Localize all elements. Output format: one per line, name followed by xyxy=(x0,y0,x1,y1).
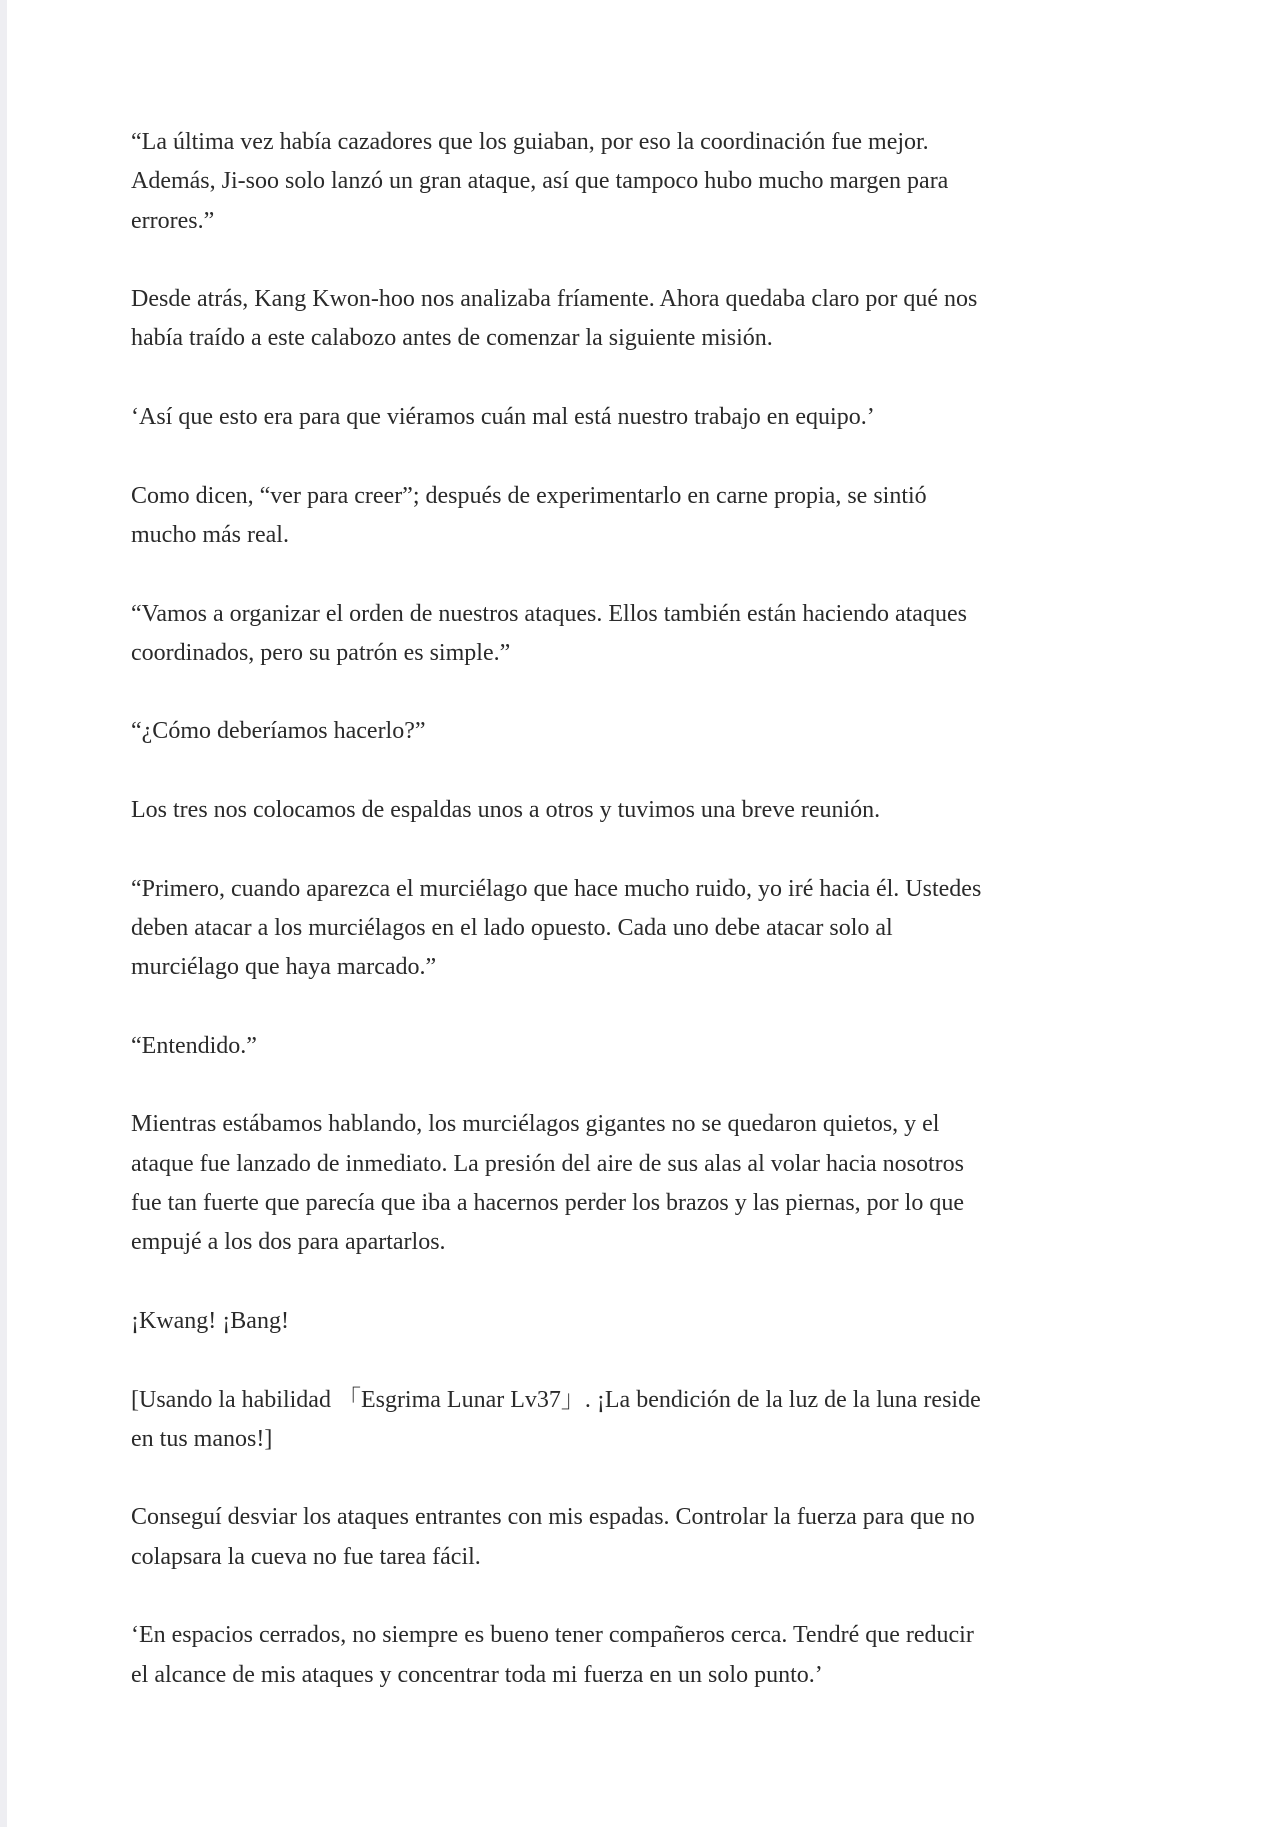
text-line: errores.” xyxy=(131,207,215,234)
text-line: ‘En espacios cerrados, no siempre es bueno tener compañeros cerca. Tendré que reducir xyxy=(131,1622,974,1649)
paragraph xyxy=(131,1616,1251,1695)
text-line: empujé a los dos para apartarlos. xyxy=(131,1229,446,1256)
text-line: Desde atrás, Kang Kwon-hoo nos analizaba fríamente. Ahora quedaba claro por qué nos xyxy=(131,286,978,313)
text-line: ‘Así que esto era para que viéramos cuán mal está nuestro trabajo en equipo.’ xyxy=(131,404,875,431)
paragraph xyxy=(131,1381,1251,1460)
text-line: fue tan fuerte que parecía que iba a hacernos perder los brazos y las piernas, por lo que xyxy=(131,1190,964,1217)
paragraph xyxy=(131,1027,1251,1066)
text-line: Como dicen, “ver para creer”; después de experimentarlo en carne propia, se sintió xyxy=(131,482,927,509)
paragraph xyxy=(131,712,1251,751)
text-line: “Entendido.” xyxy=(131,1032,257,1059)
text-line: Conseguí desviar los ataques entrantes con mis espadas. Controlar la fuerza para que no xyxy=(131,1504,975,1531)
paragraph xyxy=(131,1302,1251,1341)
text-line: deben atacar a los murciélagos en el lado opuesto. Cada uno debe atacar solo al xyxy=(131,914,893,941)
paragraph xyxy=(131,1105,1251,1262)
text-line: Los tres nos colocamos de espaldas unos a otros y tuvimos una breve reunión. xyxy=(131,797,881,824)
paragraph xyxy=(131,1498,1251,1577)
paragraph xyxy=(131,595,1251,674)
text-line: “¿Cómo deberíamos hacerlo?” xyxy=(131,718,426,745)
text-line: “Primero, cuando aparezca el murciélago que hace mucho ruido, yo iré hacia él. Ustedes xyxy=(131,875,982,902)
text-line: ataque fue lanzado de inmediato. La presión del aire de sus alas al volar hacia nosotros xyxy=(131,1150,965,1177)
text-line: Mientras estábamos hablando, los murciélagos gigantes no se quedaron quietos, y el xyxy=(131,1111,940,1138)
paragraph xyxy=(131,398,1251,437)
document-body xyxy=(131,123,1251,1734)
text-line: “La última vez había cazadores que los guiaban, por eso la coordinación fue mejor. xyxy=(131,129,929,155)
text-line: mucho más real. xyxy=(131,521,289,548)
paragraph xyxy=(131,870,1251,988)
paragraph xyxy=(131,791,1251,830)
text-line: Además, Ji-soo solo lanzó un gran ataque, así que tampoco hubo mucho margen para xyxy=(131,168,949,195)
text-line: el alcance de mis ataques y concentrar toda mi fuerza en un solo punto.’ xyxy=(131,1661,823,1688)
text-line: colapsara la cueva no fue tarea fácil. xyxy=(131,1543,481,1570)
text-line: “Vamos a organizar el orden de nuestros ataques. Ellos también están haciendo ataques xyxy=(131,600,967,627)
text-line: [Usando la habilidad 「Esgrima Lunar Lv37」. ¡La bendición de la luz de la luna reside xyxy=(131,1386,981,1413)
paragraph xyxy=(131,477,1251,556)
paragraph xyxy=(131,280,1251,359)
text-line: murciélago que haya marcado.” xyxy=(131,954,437,981)
text-line: había traído a este calabozo antes de comenzar la siguiente misión. xyxy=(131,325,773,352)
text-line: coordinados, pero su patrón es simple.” xyxy=(131,639,511,666)
paragraph xyxy=(131,123,1251,241)
text-line: en tus manos!] xyxy=(131,1425,273,1452)
text-line: ¡Kwang! ¡Bang! xyxy=(131,1307,289,1334)
page-edge xyxy=(0,0,7,1827)
